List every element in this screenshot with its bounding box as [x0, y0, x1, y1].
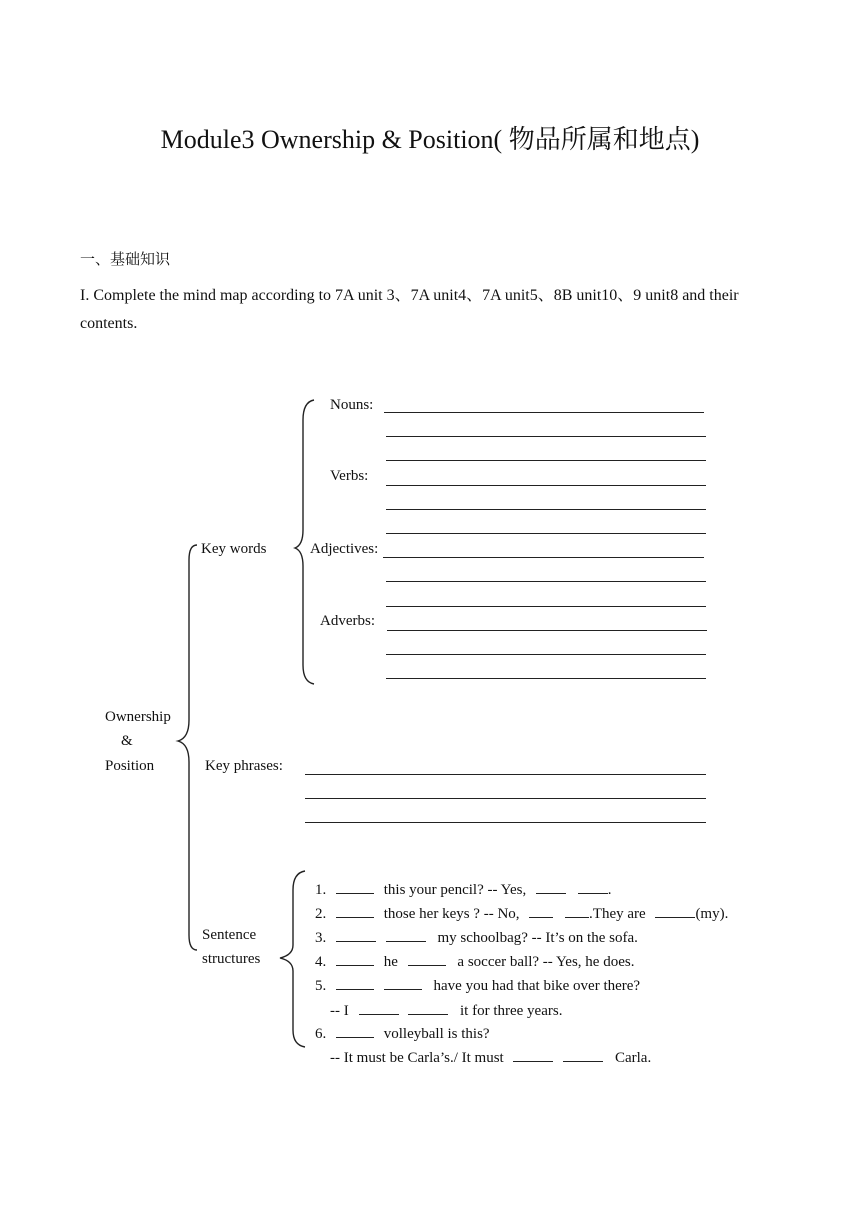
answer-blank[interactable] — [336, 951, 374, 966]
item-number: 2. — [315, 906, 327, 922]
key-phrases-label: Key phrases: — [205, 758, 283, 774]
verbs-blank-line — [386, 509, 706, 510]
root-node-ownership: Ownership — [105, 709, 171, 725]
sentence-item-6 — [315, 1023, 490, 1043]
answer-blank[interactable] — [408, 951, 446, 966]
answer-blank[interactable] — [655, 903, 695, 918]
nouns-blank-line — [386, 460, 706, 461]
instruction-line-2: contents. — [80, 315, 138, 332]
page-title: Module3 Ownership & Position( 物品所属和地点) — [160, 125, 700, 154]
sentence-item-2 — [315, 903, 728, 923]
adjectives-blank-line — [386, 606, 706, 607]
sentence-item-4 — [315, 951, 634, 971]
item-number: 1. — [315, 882, 327, 898]
nouns-blank-line — [386, 436, 706, 437]
answer-blank[interactable] — [336, 1023, 374, 1038]
sentence-structures-label-1: Sentence — [202, 927, 257, 943]
sentence-item-1 — [315, 879, 612, 899]
sentence-text: (my). — [695, 906, 729, 922]
key-phrases-blank-line — [305, 774, 706, 775]
sentence-text: those her keys ? -- No, — [383, 906, 520, 922]
answer-blank[interactable] — [565, 903, 589, 918]
answer-blank[interactable] — [359, 1000, 399, 1015]
answer-blank[interactable] — [336, 975, 374, 990]
sentence-text: volleyball is this? — [383, 1026, 490, 1042]
verbs-label: Verbs: — [330, 468, 369, 484]
root-node-ampersand: & — [121, 733, 133, 749]
adjectives-label: Adjectives: — [310, 541, 379, 557]
verbs-blank-line — [386, 485, 706, 486]
answer-blank[interactable] — [563, 1047, 603, 1062]
nouns-label: Nouns: — [330, 397, 374, 413]
sentence-text: he — [383, 954, 398, 970]
sentence-text: Carla. — [614, 1050, 652, 1066]
item-number: 5. — [315, 978, 327, 994]
answer-blank[interactable] — [386, 927, 426, 942]
key-phrases-blank-line — [305, 822, 706, 823]
answer-blank[interactable] — [336, 879, 374, 894]
adverbs-blank-line — [386, 654, 706, 655]
adverbs-blank-line — [387, 630, 707, 631]
answer-blank[interactable] — [336, 927, 376, 942]
sentence-item-5 — [315, 975, 640, 995]
sentence-text: it for three years. — [460, 1003, 563, 1019]
adverbs-label: Adverbs: — [320, 613, 375, 629]
main-brace — [178, 545, 197, 950]
sentence-structures-label-2: structures — [202, 951, 261, 967]
sentence-text: have you had that bike over there? — [433, 978, 641, 994]
root-node-position: Position — [105, 758, 155, 774]
answer-blank[interactable] — [384, 975, 422, 990]
answer-blank[interactable] — [529, 903, 553, 918]
adjectives-blank-line — [386, 581, 706, 582]
sentence-item-6-answer — [330, 1047, 651, 1067]
sentence-text: . — [607, 882, 612, 898]
section-heading: 一、基础知识 — [80, 252, 171, 268]
answer-blank[interactable] — [513, 1047, 553, 1062]
item-number: 4. — [315, 954, 327, 970]
sentence-item-5-answer — [330, 1000, 562, 1020]
answer-blank[interactable] — [536, 879, 566, 894]
adverbs-blank-line — [386, 678, 706, 679]
answer-blank[interactable] — [578, 879, 608, 894]
key-phrases-blank-line — [305, 798, 706, 799]
verbs-blank-line — [386, 533, 706, 534]
sentence-brace — [280, 871, 305, 1047]
item-number: 6. — [315, 1026, 327, 1042]
item-number: 3. — [315, 930, 327, 946]
nouns-blank-line — [384, 412, 704, 413]
adjectives-blank-line — [383, 557, 704, 558]
instruction-line-1: I. Complete the mind map according to 7A unit 3、7A unit4、7A unit5、8B unit10、9 unit8 and their — [80, 287, 739, 304]
sentence-text: -- It must be Carla’s./ It must — [330, 1050, 504, 1066]
sentence-text: -- I — [330, 1003, 349, 1019]
answer-blank[interactable] — [336, 903, 374, 918]
sentence-text: this your pencil? -- Yes, — [383, 882, 527, 898]
sentence-text: my schoolbag? -- It’s on the sofa. — [437, 930, 638, 946]
answer-blank[interactable] — [408, 1000, 448, 1015]
sentence-text: .They are — [589, 906, 646, 922]
sentence-text: a soccer ball? -- Yes, he does. — [457, 954, 635, 970]
sentence-item-3 — [315, 927, 638, 947]
key-words-label: Key words — [201, 541, 267, 557]
